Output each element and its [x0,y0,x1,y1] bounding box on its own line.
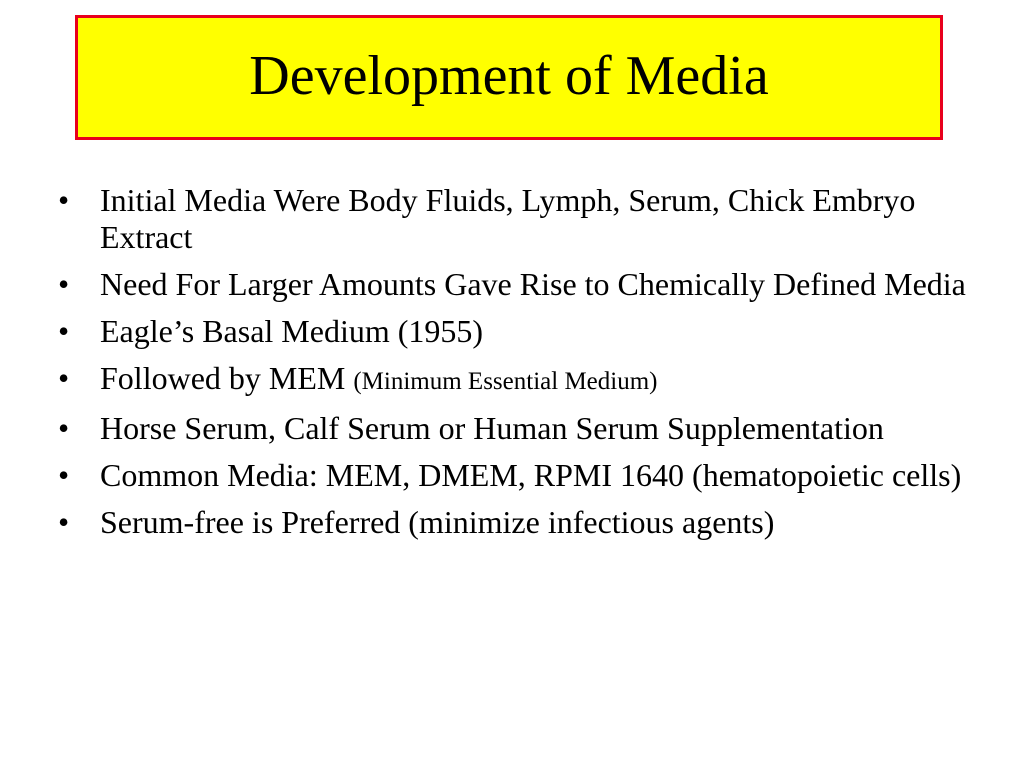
bullet-icon: • [58,313,70,349]
bullet-item [58,266,968,303]
bullet-item [58,313,968,350]
bullet-text: Serum-free is Preferred (minimize infectious agents) [100,504,775,540]
bullet-text: Need For Larger Amounts Gave Rise to Chemically Defined Media [100,266,966,302]
bullet-icon: • [58,457,70,493]
bullet-text: Followed by MEM [100,360,354,396]
bullet-icon: • [58,266,70,302]
bullet-icon: • [58,504,70,540]
bullet-subtext: (Minimum Essential Medium) [353,368,658,395]
bullet-item [58,457,968,494]
title-box [75,15,943,140]
bullet-item [58,182,968,256]
bullet-item [58,504,968,541]
bullet-text: Horse Serum, Calf Serum or Human Serum Supplementation [100,410,884,446]
bullet-list [58,182,968,551]
bullet-icon: • [58,410,70,446]
bullet-icon: • [58,182,70,218]
bullet-item [58,360,968,400]
bullet-text: Eagle’s Basal Medium (1955) [100,313,484,349]
bullet-icon: • [58,360,70,396]
bullet-item [58,410,968,447]
slide-title: Development of Media [249,44,769,107]
bullet-text: Common Media: MEM, DMEM, RPMI 1640 (hematopoietic cells) [100,457,962,493]
bullet-text: Initial Media Were Body Fluids, Lymph, Serum, Chick Embryo Extract [100,182,916,255]
